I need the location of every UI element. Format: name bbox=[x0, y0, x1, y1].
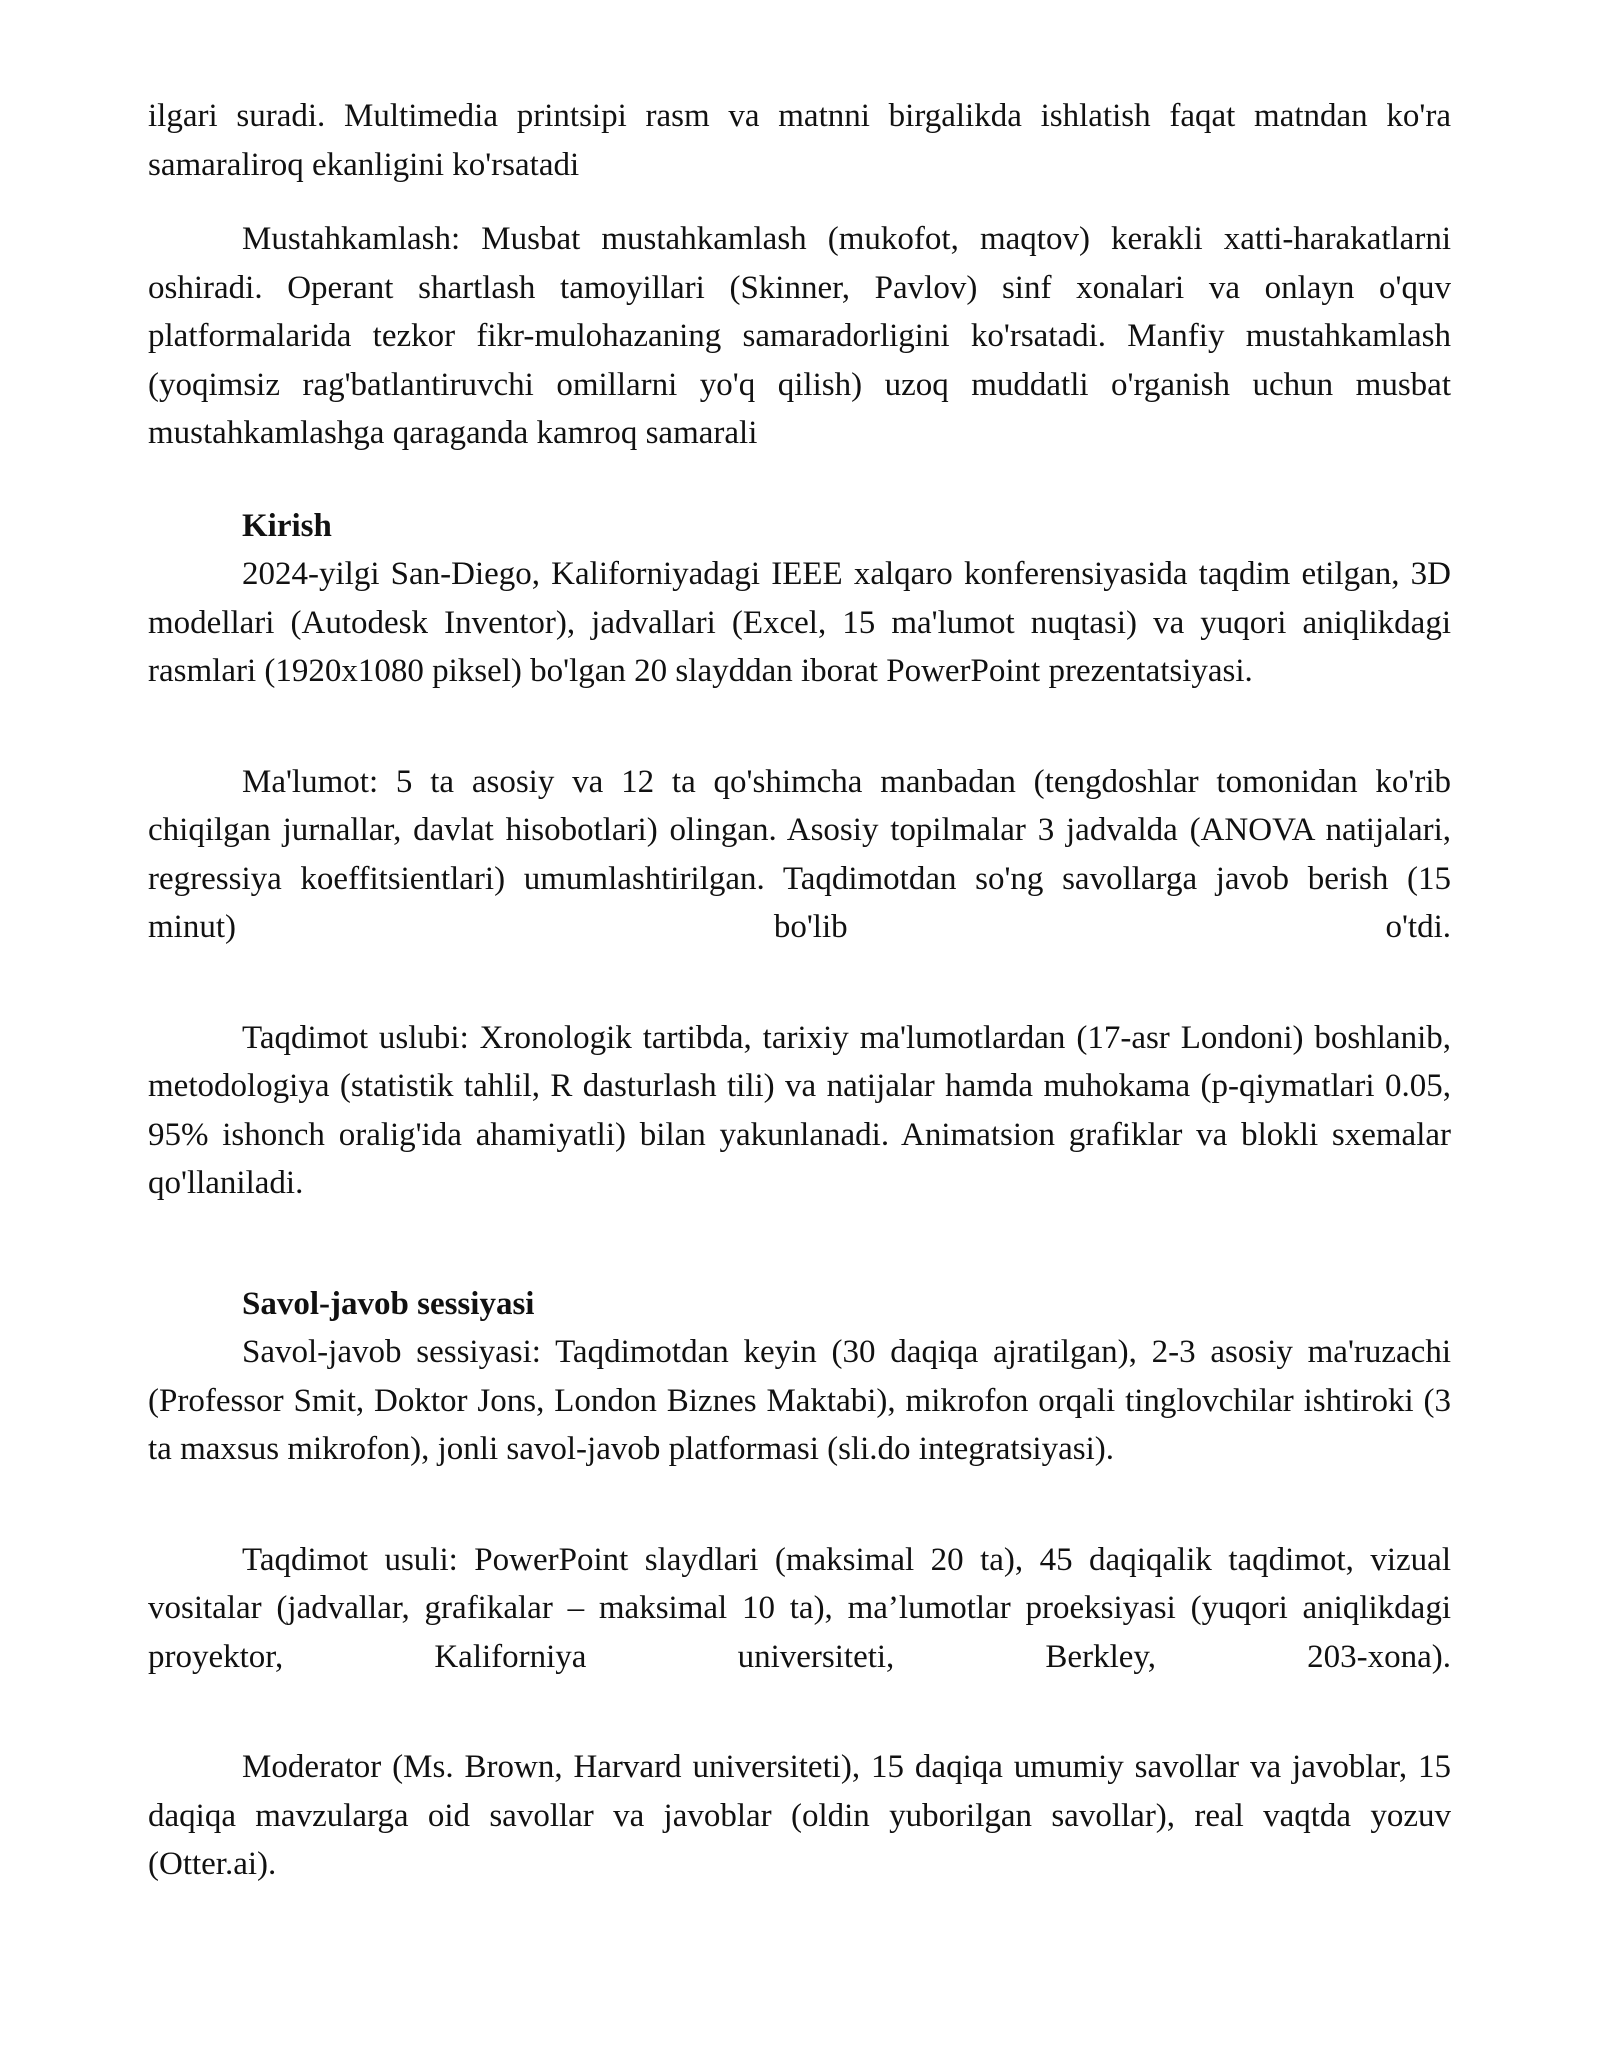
spacer bbox=[148, 952, 1451, 1014]
spacer bbox=[148, 458, 1451, 502]
paragraph-moderator: Moderator (Ms. Brown, Harvard universiteti), 15 daqiqa umumiy savollar va javoblar, 15 daqiqa mavzularga oid savollar va javoblar (oldin yuborilgan savollar), real vaqtda yozuv (Otter.ai). bbox=[148, 1749, 1451, 1882]
section-heading-qa-session: Savol-javob sessiyasi bbox=[242, 1285, 535, 1322]
paragraph-presentation-method: Taqdimot usuli: PowerPoint slaydlari (maksimal 20 ta), 45 daqiqalik taqdimot, vizual vositalar (jadvallar, grafikalar – maksimal 10 ta), ma’lumotlar proeksiyasi (yuqori aniqlikdagi proyektor, Kaliforniya universiteti, Berkley, 203-xona). bbox=[148, 1541, 1451, 1675]
spacer bbox=[148, 1681, 1451, 1743]
paragraph-qa-intro: Savol-javob sessiyasi: Taqdimotdan keyin (30 daqiqa ajratilgan), 2-3 asosiy ma'ruzachi (Professor Smit, Doktor Jons, London Biznes Maktabi), mikrofon orqali tinglovchilar ishtiroki (3 ta maxsus mikrofon), jonli savol-javob platformasi (sli.do integratsiyasi). bbox=[148, 1334, 1451, 1467]
spacer bbox=[148, 1474, 1451, 1536]
spacer bbox=[148, 696, 1451, 758]
spacer bbox=[148, 189, 1451, 215]
paragraph-reinforcement: Mustahkamlash: Musbat mustahkamlash (mukofot, maqtov) kerakli xatti-harakatlarni oshiradi. Operant shartlash tamoyillari (Skinner, Pavlov) sinf xonalari va onlayn o'quv platformalarida tezkor fikr-mulohazaning samaradorligini ko'rsatadi. Manfiy mustahkamlash (yoqimsiz rag'batlantiruvchi omillarni yo'q qilish) uzoq muddatli o'rganish uchun musbat mustahkamlashga qaraganda kamroq samarali bbox=[148, 221, 1451, 451]
paragraph-presentation-style: Taqdimot uslubi: Xronologik tartibda, tarixiy ma'lumotlardan (17-asr Londoni) boshlanib, metodologiya (statistik tahlil, R dasturlash tili) va natijalar hamda muhokama (p-qiymatlari 0.05, 95% ishonch oralig'ida ahamiyatli) bilan yakunlanadi. Animatsion grafiklar va blokli sxemalar qo'llaniladi. bbox=[148, 1019, 1451, 1201]
paragraph-conference-intro: 2024-yilgi San-Diego, Kaliforniyadagi IEEE xalqaro konferensiyasida taqdim etilgan, 3D modellari (Autodesk Inventor), jadvallari (Excel, 15 ma'lumot nuqtasi) va yuqori aniqlikdagi rasmlari (1920x1080 piksel) bo'lgan 20 slayddan iborat PowerPoint prezentatsiyasi. bbox=[148, 556, 1451, 689]
paragraph-data-sources: Ma'lumot: 5 ta asosiy va 12 ta qo'shimcha manbadan (tengdoshlar tomonidan ko'rib chiqilgan jurnallar, davlat hisobotlari) olingan. Asosiy topilmalar 3 jadvalda (ANOVA natijalari, regressiya koeffitsientlari) umumlashtirilgan. Taqdimotdan so'ng savollarga javob berish (15 minut) bo'lib o'tdi. bbox=[148, 763, 1451, 945]
section-heading-kirish: Kirish bbox=[242, 507, 332, 544]
spacer bbox=[148, 1208, 1451, 1280]
paragraph-intro-continuation: ilgari suradi. Multimedia printsipi rasm va matnni birgalikda ishlatish faqat matndan ko'ra samaraliroq ekanligini ko'rsatadi bbox=[148, 98, 1451, 183]
document-page bbox=[148, 92, 1451, 1889]
